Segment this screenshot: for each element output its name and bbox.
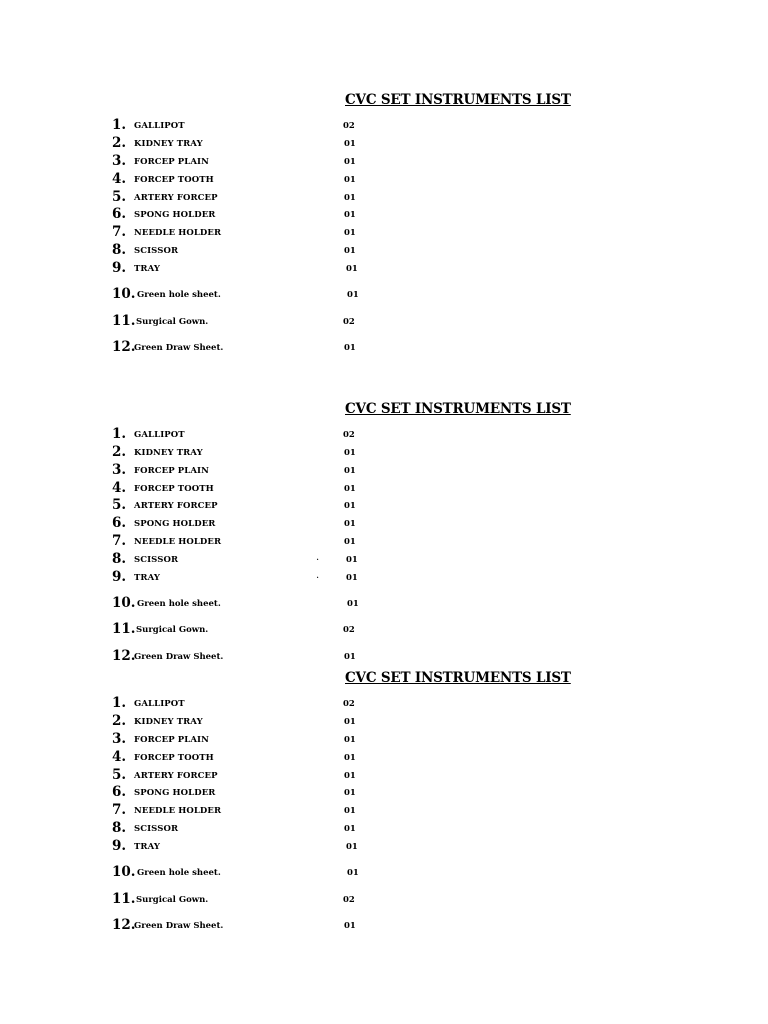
item-quantity: 01 xyxy=(344,139,356,149)
item-name: SCISSOR xyxy=(134,246,179,256)
item-name: FORCEP PLAIN xyxy=(134,466,210,476)
item-quantity: 02 xyxy=(343,317,355,327)
item-quantity: 01 xyxy=(347,599,359,609)
item-number: 7. xyxy=(112,224,127,240)
item-quantity: 01 xyxy=(346,573,358,583)
list-item xyxy=(0,918,768,936)
item-quantity: 02 xyxy=(343,625,355,635)
item-number: 7. xyxy=(112,802,127,818)
item-name: SPONG HOLDER xyxy=(134,788,216,798)
item-name: Surgical Gown. xyxy=(136,317,209,327)
item-quantity: 01 xyxy=(344,246,356,256)
item-number: 3. xyxy=(112,731,127,747)
list-item xyxy=(0,172,768,190)
list-item xyxy=(0,261,768,279)
item-quantity: 01 xyxy=(344,193,356,203)
list-item xyxy=(0,534,768,552)
list-item xyxy=(0,865,768,883)
item-quantity: 01 xyxy=(346,842,358,852)
list-item xyxy=(0,225,768,243)
item-number: 4. xyxy=(112,171,127,187)
item-name: KIDNEY TRAY xyxy=(134,448,203,458)
list-item xyxy=(0,714,768,732)
list-item xyxy=(0,750,768,768)
item-number: 10. xyxy=(112,864,136,880)
item-name: SPONG HOLDER xyxy=(134,519,216,529)
item-name: GALLIPOT xyxy=(134,699,185,709)
list-item xyxy=(0,622,768,640)
item-number: 10. xyxy=(112,595,136,611)
item-number: 5. xyxy=(112,767,127,783)
item-quantity: 01 xyxy=(344,753,356,763)
item-number: 12. xyxy=(112,339,136,355)
list-item xyxy=(0,445,768,463)
item-name: TRAY xyxy=(134,573,161,583)
item-name: KIDNEY TRAY xyxy=(134,139,203,149)
item-name: ARTERY FORCEP xyxy=(134,771,218,781)
item-number: 2. xyxy=(112,713,127,729)
list-item xyxy=(0,463,768,481)
item-name: TRAY xyxy=(134,842,161,852)
item-quantity: 02 xyxy=(343,699,355,709)
item-quantity: 01 xyxy=(344,652,356,662)
list-title: CVC SET INSTRUMENTS LIST xyxy=(345,92,571,108)
item-number: 6. xyxy=(112,515,127,531)
item-name: SPONG HOLDER xyxy=(134,210,216,220)
item-quantity: 01 xyxy=(344,824,356,834)
item-quantity: 02 xyxy=(343,895,355,905)
item-name: Green Draw Sheet. xyxy=(134,652,224,662)
item-number: 9. xyxy=(112,838,127,854)
item-number: 3. xyxy=(112,462,127,478)
item-quantity: 01 xyxy=(344,448,356,458)
item-quantity: 02 xyxy=(343,430,355,440)
item-name: Green hole sheet. xyxy=(137,868,221,878)
list-item xyxy=(0,516,768,534)
item-name: GALLIPOT xyxy=(134,121,185,131)
list-item xyxy=(0,732,768,750)
list-item xyxy=(0,649,768,667)
list-item xyxy=(0,696,768,714)
list-item xyxy=(0,287,768,305)
item-number: 2. xyxy=(112,444,127,460)
list-item xyxy=(0,785,768,803)
item-name: Green hole sheet. xyxy=(137,290,221,300)
item-number: 5. xyxy=(112,189,127,205)
list-item xyxy=(0,207,768,225)
item-number: 4. xyxy=(112,749,127,765)
item-name: KIDNEY TRAY xyxy=(134,717,203,727)
item-name: FORCEP PLAIN xyxy=(134,157,210,167)
item-name: Green Draw Sheet. xyxy=(134,343,224,353)
item-number: 3. xyxy=(112,153,127,169)
item-quantity: 01 xyxy=(344,228,356,238)
item-quantity: 01 xyxy=(344,921,356,931)
item-name: NEEDLE HOLDER xyxy=(134,228,222,238)
list-item xyxy=(0,427,768,445)
item-name: SCISSOR xyxy=(134,824,179,834)
item-quantity: 01 xyxy=(344,717,356,727)
item-number: 2. xyxy=(112,135,127,151)
item-number: 12. xyxy=(112,648,136,664)
item-name: Green Draw Sheet. xyxy=(134,921,224,931)
item-quantity: 01 xyxy=(344,157,356,167)
item-quantity: 01 xyxy=(344,210,356,220)
list-item xyxy=(0,892,768,910)
item-number: 6. xyxy=(112,206,127,222)
list-item xyxy=(0,136,768,154)
list-item xyxy=(0,552,768,570)
item-name: Green hole sheet. xyxy=(137,599,221,609)
item-quantity: 01 xyxy=(344,484,356,494)
item-quantity: 01 xyxy=(344,466,356,476)
list-item xyxy=(0,803,768,821)
item-quantity: 01 xyxy=(347,290,359,300)
item-number: 9. xyxy=(112,260,127,276)
item-quantity: 01 xyxy=(347,868,359,878)
item-number: 11. xyxy=(112,891,136,907)
list-item xyxy=(0,596,768,614)
list-item xyxy=(0,154,768,172)
stray-dot: . xyxy=(316,570,320,581)
item-number: 11. xyxy=(112,621,136,637)
item-quantity: 01 xyxy=(344,501,356,511)
item-name: FORCEP TOOTH xyxy=(134,753,214,763)
item-name: FORCEP TOOTH xyxy=(134,484,214,494)
item-quantity: 01 xyxy=(344,519,356,529)
item-quantity: 01 xyxy=(344,735,356,745)
item-name: ARTERY FORCEP xyxy=(134,193,218,203)
item-number: 10. xyxy=(112,286,136,302)
item-number: 8. xyxy=(112,242,127,258)
item-number: 1. xyxy=(112,117,127,133)
item-number: 1. xyxy=(112,426,127,442)
item-name: ARTERY FORCEP xyxy=(134,501,218,511)
list-item xyxy=(0,839,768,857)
item-quantity: 02 xyxy=(343,121,355,131)
list-title: CVC SET INSTRUMENTS LIST xyxy=(345,670,571,686)
item-number: 7. xyxy=(112,533,127,549)
item-name: FORCEP PLAIN xyxy=(134,735,210,745)
item-name: NEEDLE HOLDER xyxy=(134,537,222,547)
item-quantity: 01 xyxy=(344,806,356,816)
list-item xyxy=(0,243,768,261)
item-quantity: 01 xyxy=(344,771,356,781)
item-quantity: 01 xyxy=(346,555,358,565)
item-quantity: 01 xyxy=(344,537,356,547)
list-item xyxy=(0,118,768,136)
item-name: Surgical Gown. xyxy=(136,625,209,635)
list-item xyxy=(0,314,768,332)
list-item xyxy=(0,821,768,839)
item-number: 11. xyxy=(112,313,136,329)
item-number: 8. xyxy=(112,820,127,836)
item-quantity: 01 xyxy=(346,264,358,274)
item-name: NEEDLE HOLDER xyxy=(134,806,222,816)
item-number: 6. xyxy=(112,784,127,800)
item-quantity: 01 xyxy=(344,175,356,185)
item-name: SCISSOR xyxy=(134,555,179,565)
item-number: 12. xyxy=(112,917,136,933)
item-number: 8. xyxy=(112,551,127,567)
item-number: 4. xyxy=(112,480,127,496)
item-number: 5. xyxy=(112,497,127,513)
list-item xyxy=(0,340,768,358)
item-name: TRAY xyxy=(134,264,161,274)
list-item xyxy=(0,570,768,588)
stray-dot: . xyxy=(316,552,320,563)
item-quantity: 01 xyxy=(344,343,356,353)
item-name: FORCEP TOOTH xyxy=(134,175,214,185)
item-number: 9. xyxy=(112,569,127,585)
list-item xyxy=(0,498,768,516)
item-number: 1. xyxy=(112,695,127,711)
item-quantity: 01 xyxy=(344,788,356,798)
item-name: Surgical Gown. xyxy=(136,895,209,905)
list-title: CVC SET INSTRUMENTS LIST xyxy=(345,401,571,417)
item-name: GALLIPOT xyxy=(134,430,185,440)
